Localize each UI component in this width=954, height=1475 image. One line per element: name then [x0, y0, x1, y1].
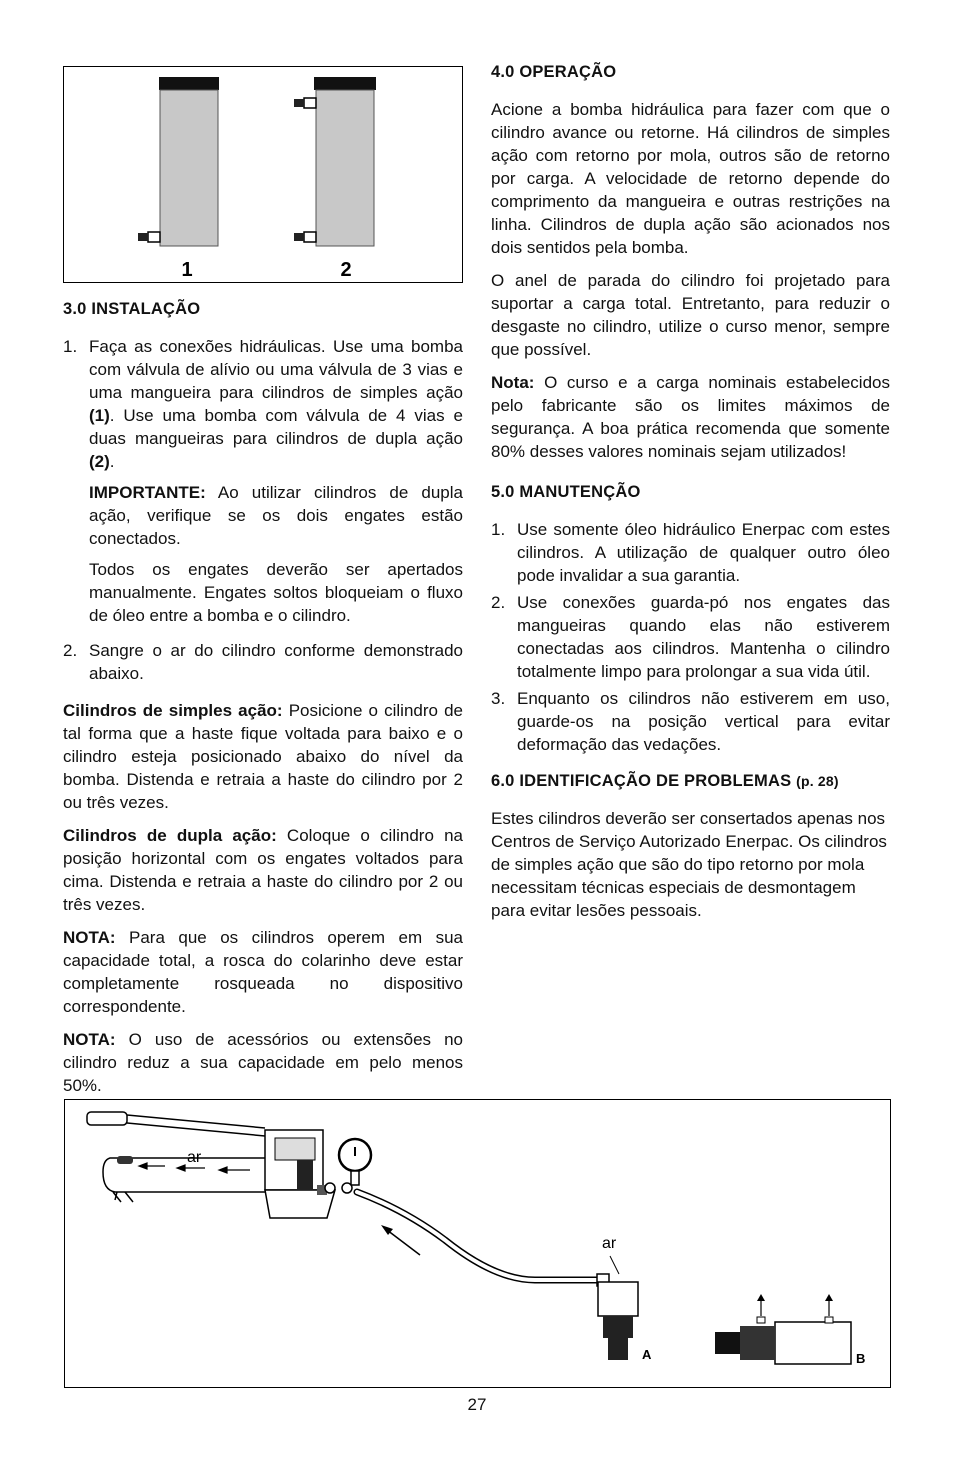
single-acting-paragraph	[63, 699, 463, 814]
double-acting-cylinder-bleed	[715, 1294, 851, 1364]
step-number: 1.	[63, 337, 78, 356]
operation-note-text: O curso e a carga nominais estabelecidos pelo fabricante são os limites máximos de segurança. A boa prática recomenda que somente 80% desses valores nominais sejam utilizados!	[491, 373, 890, 461]
figure-label-1: 1	[181, 259, 193, 281]
flow-direction-arrow	[381, 1225, 420, 1255]
important-label: IMPORTANTE:	[89, 483, 206, 502]
maintenance-step-1-text: Use somente óleo hidráulico Enerpac com estes cilindros. A utilização de qualquer outro óleo pode invalidar a sua garantia.	[517, 520, 890, 585]
ref-2: (2)	[89, 452, 110, 471]
step-number: 3.	[491, 689, 506, 708]
installation-steps	[63, 335, 463, 693]
operation-paragraph-2: O anel de parada do cilindro foi projetado para suportar a carga total. Entretanto, para reduzir o desgaste no cilindro, utilize o curso menor, sempre que possível.	[491, 271, 890, 359]
maintenance-step-2-text: Use conexões guarda-pó nos engates das mangueiras quando elas não estiverem conectadas aos cilindros. Mantenha o cilindro totalmente limpo para prolongar a sua vida útil.	[517, 593, 890, 681]
single-acting-text: Posicione o cilindro de tal forma que a haste fique voltada para baixo e o cilindro esteja posicionado abaixo do nível da bomba. Distenda e retraia a haste do cilindro por 2 ou três vezes.	[63, 701, 463, 812]
air-label-pump: ar	[187, 1149, 202, 1166]
label-a: A	[642, 1347, 652, 1362]
double-acting-text: Coloque o cilindro na posição horizontal com os engates voltados para cima. Distenda e retraia a haste do cilindro por 2 ou três vezes.	[63, 826, 463, 914]
left-column	[63, 298, 463, 1107]
note-2-paragraph	[63, 1028, 463, 1097]
maintenance-step-3	[491, 687, 890, 756]
installation-step-1	[63, 335, 463, 635]
cylinder-types-figure	[63, 66, 463, 283]
operation-paragraph-1: Acione a bomba hidráulica para fazer com que o cilindro avance ou retorne. Há cilindros de simples ação com retorno por mola, outros são de retorno por carga. A velocidade de retorno depende do comprimento da mangueira e outras restrições na linha. Cilindros de dupla ação são acionados nos dois sentidos pela bomba.	[491, 100, 890, 257]
cylinder-types-drawing	[64, 67, 461, 281]
note-1-label: NOTA:	[63, 928, 116, 947]
operation-note	[491, 371, 890, 463]
note-2-label: NOTA:	[63, 1030, 116, 1049]
troubleshooting-page-ref: (p. 28)	[796, 773, 839, 789]
figure-label-2: 2	[340, 259, 352, 281]
page-number: 27	[467, 1395, 487, 1414]
couplers-text: Todos os engates deverão ser apertados manualmente. Engates soltos bloqueiam o fluxo de óleo entre a bomba e o cilindro.	[89, 560, 463, 625]
maintenance-step-1	[491, 518, 890, 587]
single-acting-cylinder-drawing	[138, 77, 219, 246]
maintenance-step-3-text: Enquanto os cilindros não estiverem em uso, guarde-os na posição vertical para evitar deformação das vedações.	[517, 689, 890, 754]
right-column	[491, 61, 890, 932]
maintenance-step-2	[491, 591, 890, 683]
step-number: 2.	[491, 593, 506, 612]
installation-step-2	[63, 639, 463, 693]
step-1-text-cont: . Use uma bomba com válvula de 4 vias e duas mangueiras para cilindros de dupla ação	[89, 406, 463, 448]
step-1-period: .	[109, 452, 115, 471]
operation-note-label: Nota:	[491, 373, 535, 392]
important-text: Ao utilizar cilindros de dupla ação, verifique se os dois engates estão conectados.	[89, 483, 463, 548]
air-label-cylinder: ar	[602, 1235, 617, 1252]
hydraulic-hose	[357, 1192, 601, 1280]
double-acting-paragraph	[63, 824, 463, 916]
air-bleeding-figure	[64, 1099, 891, 1388]
note-1-paragraph	[63, 926, 463, 1018]
troubleshooting-heading-text: 6.0 IDENTIFICAÇÃO DE PROBLEMAS	[491, 772, 792, 790]
air-bleeding-drawing	[65, 1100, 889, 1386]
single-acting-cylinder-bleed	[597, 1274, 638, 1360]
step-number: 2.	[63, 641, 78, 660]
troubleshooting-heading	[491, 770, 890, 793]
step-number: 1.	[491, 520, 506, 539]
hand-pump-drawing	[87, 1112, 371, 1218]
note-2-text: O uso de acessórios ou extensões no cilindro reduz a sua capacidade em pelo menos 50%.	[63, 1030, 463, 1095]
note-1-text: Para que os cilindros operem em sua capacidade total, a rosca do colarinho deve estar completamente rosqueada no dispositivo correspondente.	[63, 928, 463, 1016]
troubleshooting-paragraph: Estes cilindros deverão ser consertados apenas nos Centros de Serviço Autorizado Enerpac. Os cilindros de simples ação que são do tipo retorno por mola necessitam técnicas especiais de desmontagem para evitar lesões pessoais.	[491, 809, 887, 920]
installation-heading: 3.0 INSTALAÇÃO	[63, 300, 201, 318]
double-acting-cylinder-drawing	[294, 77, 376, 246]
maintenance-steps	[491, 518, 890, 756]
step-2-text: Sangre o ar do cilindro conforme demonstrado abaixo.	[89, 641, 463, 683]
maintenance-heading: 5.0 MANUTENÇÃO	[491, 483, 641, 501]
step-1-text: Faça as conexões hidráulicas. Use uma bomba com válvula de alívio ou uma válvula de 3 vias e uma mangueira para cilindros de simples ação	[89, 337, 463, 402]
operation-heading: 4.0 OPERAÇÃO	[491, 63, 617, 81]
single-acting-label: Cilindros de simples ação:	[63, 701, 283, 720]
double-acting-label: Cilindros de dupla ação:	[63, 826, 277, 845]
label-b: B	[856, 1351, 866, 1366]
ref-1: (1)	[89, 406, 110, 425]
